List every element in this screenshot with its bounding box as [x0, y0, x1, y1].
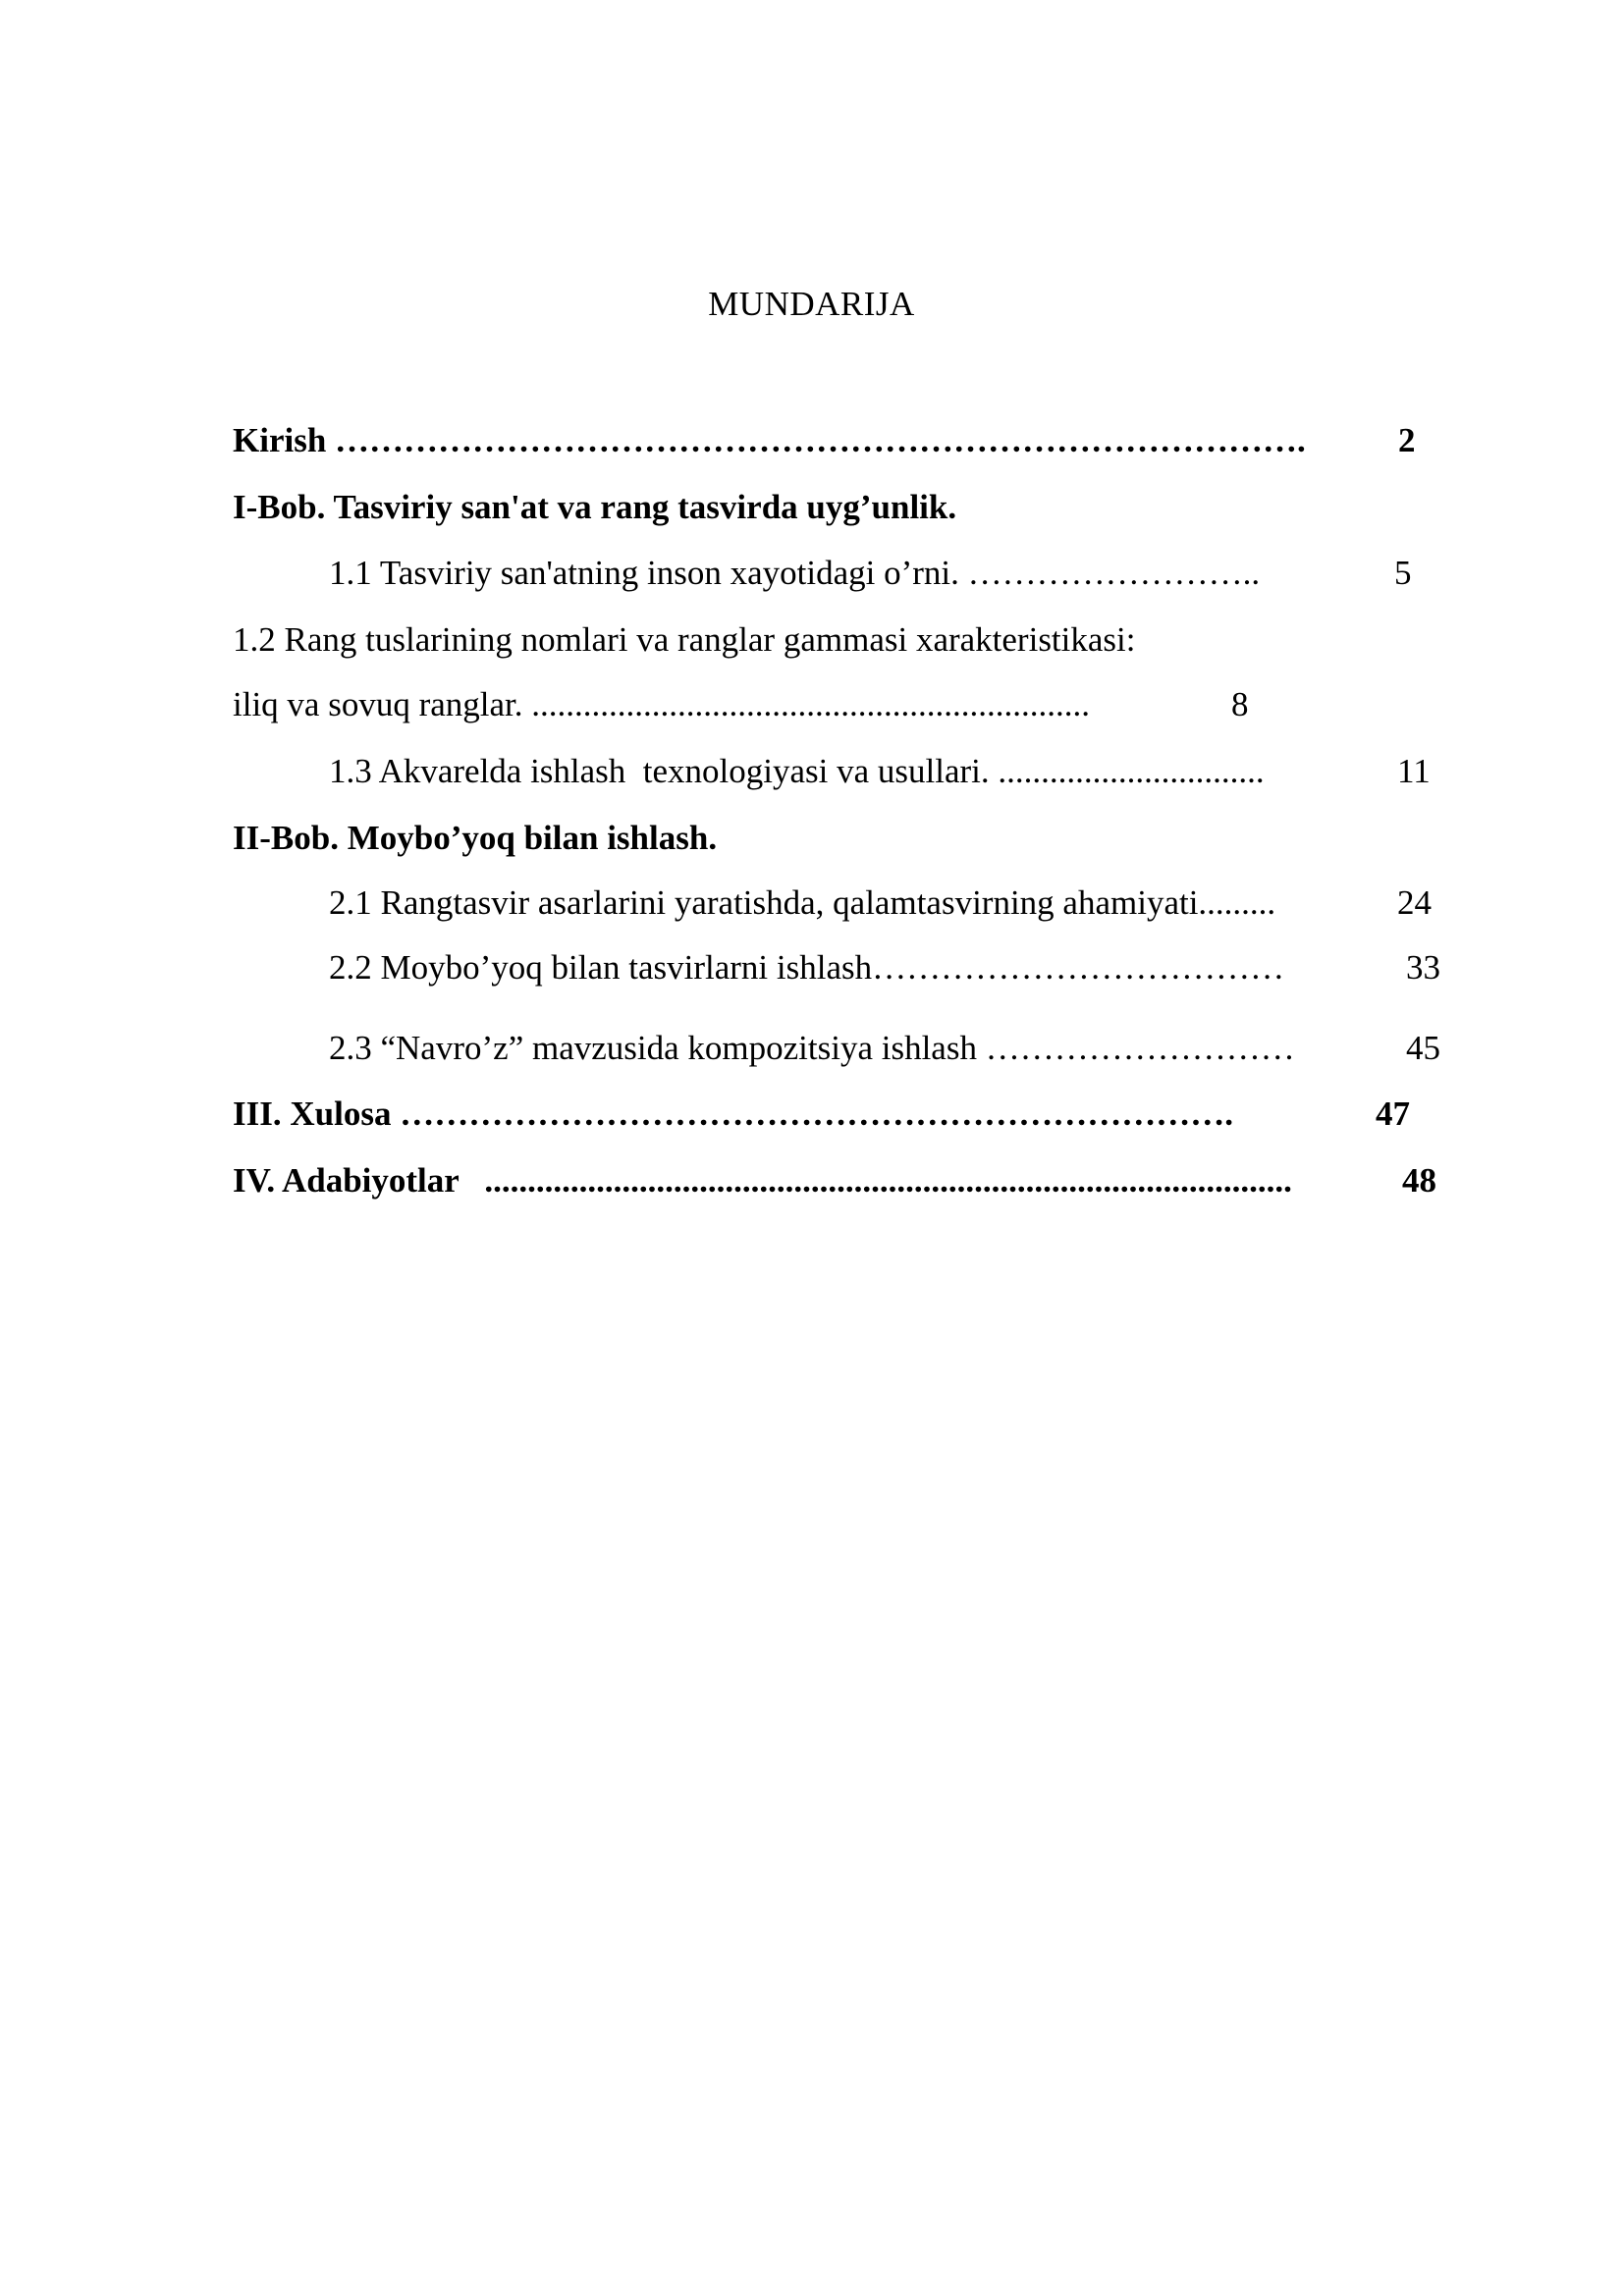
toc-entry-1-2-continued: iliq va sovuq ranglar. ................................................................. [233, 685, 1091, 723]
toc-entry-1-3: 1.3 Akvarelda ishlash texnologiyasi va usullari. ............................... [329, 752, 1265, 790]
toc-page-1-1: 5 [1394, 554, 1412, 592]
page-title: MUNDARIJA [708, 285, 915, 323]
toc-page-conclusion: 47 [1376, 1095, 1410, 1133]
toc-entry-2-1: 2.1 Rangtasvir asarlarini yaratishda, qalamtasvirning ahamiyati......... [329, 883, 1276, 922]
toc-page-1-2: 8 [1231, 685, 1249, 723]
toc-page-2-2: 33 [1406, 948, 1440, 987]
toc-entry-2-3: 2.3 “Navro’z” mavzusida kompozitsiya ishlash ……………………… [329, 1029, 1295, 1067]
toc-entry-1-2: 1.2 Rang tuslarining nomlari va ranglar gammasi xarakteristikasi: [233, 620, 1136, 659]
toc-entry-chapter-1: I-Bob. Tasviriy san'at va rang tasvirda uyg’unlik. [233, 488, 957, 526]
toc-page-2-1: 24 [1397, 883, 1432, 922]
toc-entry-2-2: 2.2 Moybo’yoq bilan tasvirlarni ishlash……………………………… [329, 948, 1285, 987]
toc-page-references: 48 [1402, 1161, 1436, 1200]
toc-page-2-3: 45 [1406, 1029, 1440, 1067]
toc-entry-chapter-2: II-Bob. Moybo’yoq bilan ishlash. [233, 819, 718, 857]
toc-entry-1-1: 1.1 Tasviriy san'atning inson xayotidagi o’rni. …………………….. [329, 554, 1261, 592]
toc-page-1-3: 11 [1397, 752, 1431, 790]
toc-page-kirish: 2 [1398, 421, 1416, 459]
toc-entry-kirish: Kirish …………………………………………………………………………. [233, 421, 1306, 459]
toc-entry-references: IV. Adabiyotlar .............................................................................................. [233, 1161, 1292, 1200]
toc-entry-conclusion: III. Xulosa ………………………………………………………………. [233, 1095, 1233, 1133]
